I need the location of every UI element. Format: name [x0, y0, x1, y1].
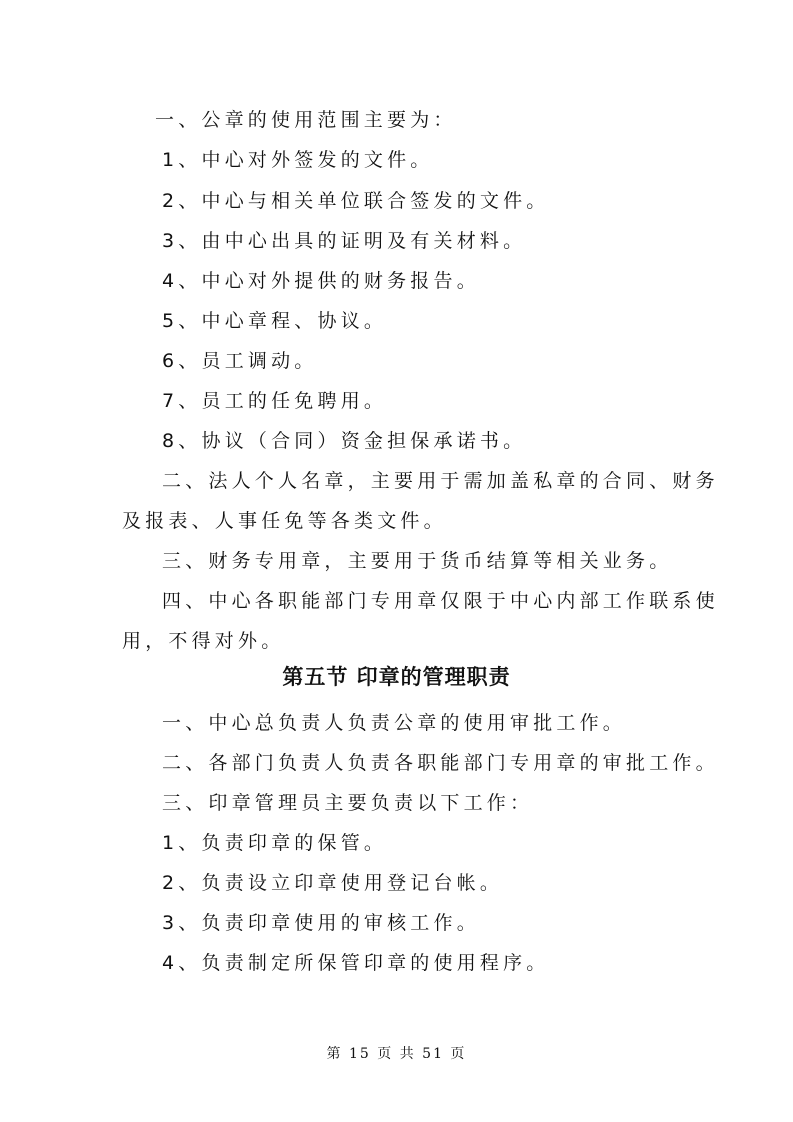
paragraph-line: 三、印章管理员主要负责以下工作： — [162, 792, 534, 814]
paragraph-line: 及报表、人事任免等各类文件。 — [122, 510, 447, 532]
paragraph-line: 一、公章的使用范围主要为： — [155, 109, 457, 131]
paragraph-line: 2、中心与相关单位联合签发的文件。 — [162, 190, 550, 212]
paragraph-line: 7、员工的任免聘用。 — [162, 390, 388, 412]
paragraph-line: 3、由中心出具的证明及有关材料。 — [162, 230, 527, 252]
section-title: 第五节 印章的管理职责 — [282, 664, 511, 689]
paragraph-line: 1、负责印章的保管。 — [162, 832, 388, 854]
paragraph-line: 3、负责印章使用的审核工作。 — [162, 912, 480, 934]
paragraph-line: 2、负责设立印章使用登记台帐。 — [162, 872, 504, 894]
paragraph-line: 用，不得对外。 — [122, 630, 285, 652]
paragraph-line: 4、中心对外提供的财务报告。 — [162, 270, 480, 292]
paragraph-line: 二、法人个人名章，主要用于需加盖私章的合同、财务 — [162, 470, 719, 492]
paragraph-line: 一、中心总负责人负责公章的使用审批工作。 — [162, 712, 627, 734]
paragraph-line: 三、财务专用章，主要用于货币结算等相关业务。 — [162, 550, 673, 572]
paragraph-line: 二、各部门负责人负责各职能部门专用章的审批工作。 — [162, 752, 719, 774]
paragraph-line: 1、中心对外签发的文件。 — [162, 149, 434, 171]
paragraph-line: 5、中心章程、协议。 — [162, 310, 388, 332]
paragraph-line: 8、协议（合同）资金担保承诺书。 — [162, 430, 527, 452]
page-number-footer: 第 15 页 共 51 页 — [326, 1046, 467, 1062]
paragraph-line: 4、负责制定所保管印章的使用程序。 — [162, 952, 550, 974]
paragraph-line: 四、中心各职能部门专用章仅限于中心内部工作联系使 — [162, 590, 719, 612]
paragraph-line: 6、员工调动。 — [162, 350, 318, 372]
